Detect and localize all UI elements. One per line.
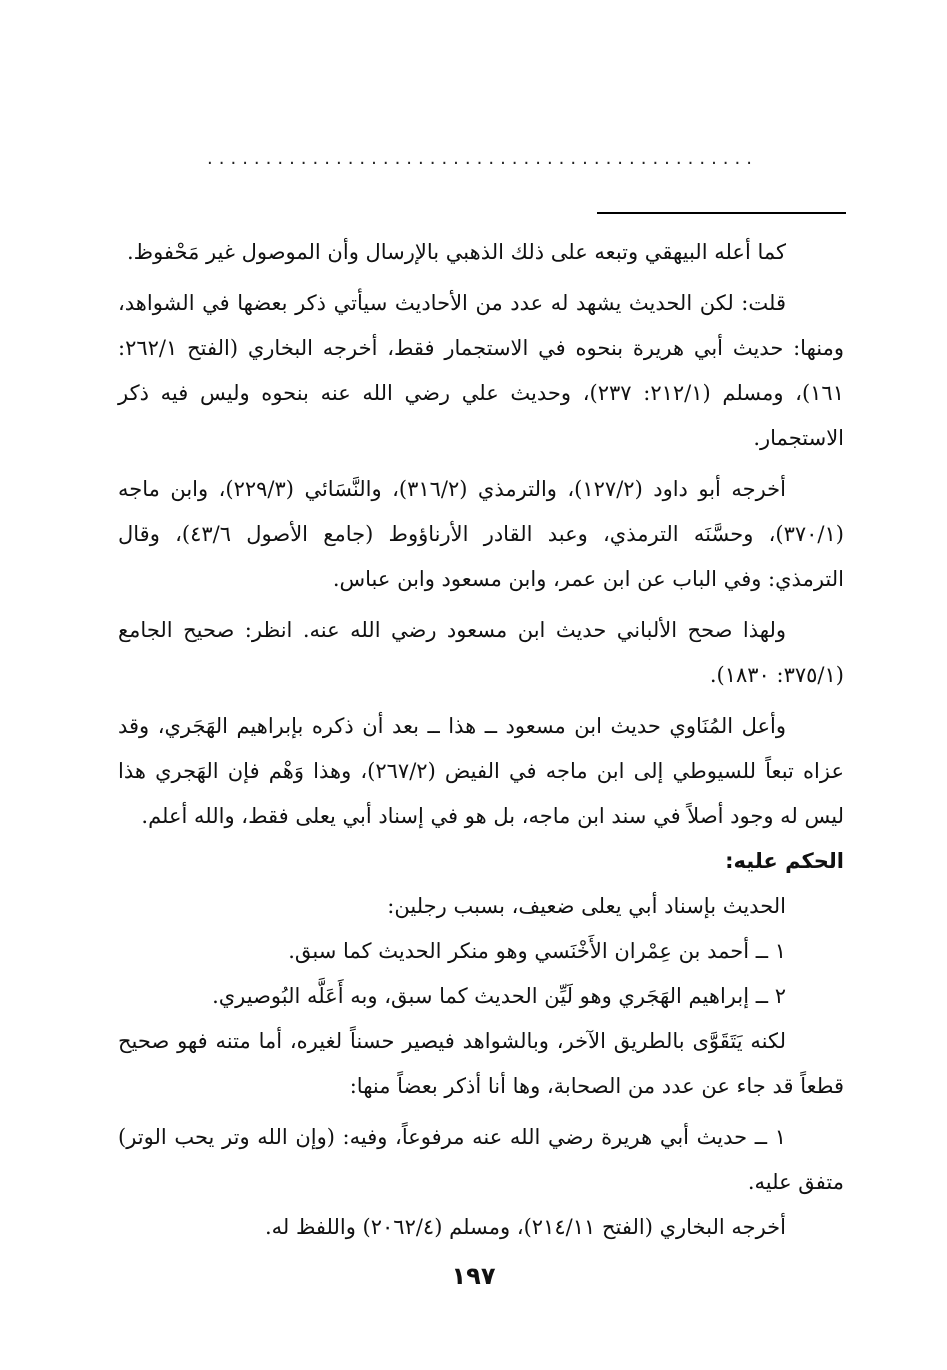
paragraph-albani: ولهذا صحح الألباني حديث ابن مسعود رضي الله عنه. انظر: صحيح الجامع (٣٧٥/١: ١٨٣٠). bbox=[118, 618, 844, 687]
final-paragraph: أخرجه البخاري (الفتح ٢١٤/١١)، ومسلم (٢٠٦٢/٤) واللفظ له. bbox=[264, 1215, 786, 1239]
ruling-conclusion: لكنه يَتَقَوَّى بالطريق الآخر، وبالشواهد فيصير حسناً لغيره، أما متنه فهو صحيح قطعاً قد جاء عن عدد من الصحابة، وها أنا أذكر بعضاً منها: bbox=[118, 1029, 844, 1098]
paragraph-takhrij: أخرجه أبو داود (١٢٧/٢)، والترمذي (٣١٦/٢)، والنَّسَائي (٢٢٩/٣)، وابن ماجه (٣٧٠/١)، وحسَّنَه الترمذي، وعبد القادر الأرناؤوط (جامع الأصول ٤٣/٦)، وقال الترمذي: وفي الباب عن ابن عمر، وابن مسعود وابن عباس. bbox=[118, 477, 844, 591]
ruling-heading: الحكم عليه: bbox=[725, 849, 844, 873]
ruling-intro: الحديث بإسناد أبي يعلى ضعيف، بسبب رجلين: bbox=[387, 894, 786, 918]
witness-item-1: ١ ــ حديث أبي هريرة رضي الله عنه مرفوعاً، وفيه: (وإن الله وتر يحب الوتر) متفق عليه. bbox=[118, 1125, 844, 1194]
footnote-rule bbox=[597, 212, 846, 214]
paragraph-illa: كما أعله البيهقي وتبعه على ذلك الذهبي بالإرسال وأن الموصول غير مَحْفوظ. bbox=[126, 240, 786, 264]
paragraph-shawahid: قلت: لكن الحديث يشهد له عدد من الأحاديث سيأتي ذكر بعضها في الشواهد، ومنها: حديث أبي هريرة بنحوه في الاستجمار فقط، أخرجه البخاري (الفتح ٢٦٢/١: ١٦١)، ومسلم (٢١٢/١: ٢٣٧)، وحديث علي رضي الله عنه بنحوه وليس فيه ذكر الاستجمار. bbox=[118, 291, 844, 450]
ruling-item-1: ١ ــ أحمد بن عِمْران الأَخْنَسي وهو منكر الحديث كما سبق. bbox=[288, 939, 786, 963]
page-number: ١٩٧ bbox=[451, 1262, 496, 1290]
ruling-item-2: ٢ ــ إبراهيم الهَجَري وهو لَيِّن الحديث كما سبق، وبه أَعَلَّه البُوصيري. bbox=[212, 984, 786, 1008]
page-body bbox=[118, 230, 844, 1250]
paragraph-munawi: وأعل المُنَاوي حديث ابن مسعود ــ هذا ــ بعد أن ذكره بإبراهيم الهَجَري، وقد عزاه تبعاً للسيوطي إلى ابن ماجه في الفيض (٢٦٧/٢)، وهذا وَهْم فإن الهَجري هذا ليس له وجود أصلاً في سند ابن ماجه، بل هو في إسناد أبي يعلى فقط، والله أعلم. bbox=[118, 714, 844, 828]
dotted-separator: ............................................... bbox=[207, 148, 758, 169]
